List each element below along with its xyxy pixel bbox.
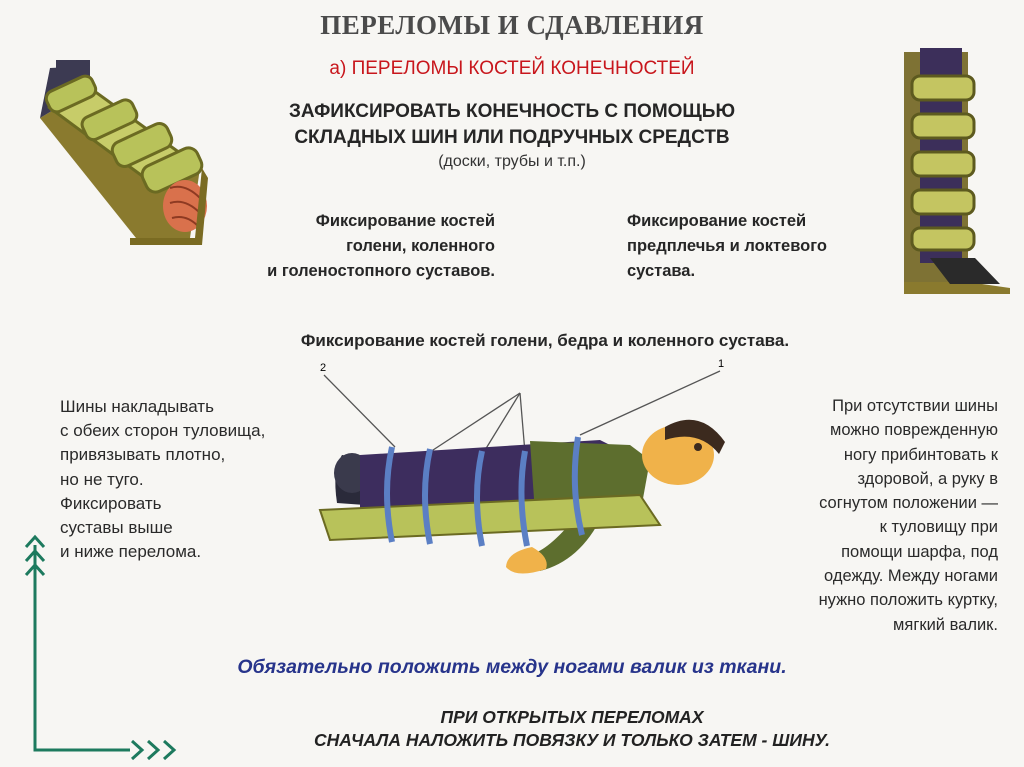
page-title: ПЕРЕЛОМЫ И СДАВЛЕНИЯ (320, 10, 704, 40)
caption-line: голени, коленного (346, 237, 495, 255)
text-line: можно поврежденную (830, 421, 998, 440)
figure-label-2: 2 (320, 362, 327, 374)
text-line: мягкий валик. (893, 615, 998, 634)
text-line: здоровой, а руку в (857, 469, 998, 488)
text-line: Шины накладывать (60, 397, 214, 416)
instruction-note: (доски, трубы и т.п.) (438, 153, 586, 170)
text-line: согнутом положении — (819, 494, 998, 513)
text-line: помощи шарфа, под (841, 542, 998, 561)
lying-person-illustration (300, 355, 750, 605)
figure-label-1: 1 (718, 358, 725, 370)
text-line: привязывать плотно, (60, 445, 226, 465)
section-subtitle: а) ПЕРЕЛОМЫ КОСТЕЙ КОНЕЧНОСТЕЙ (329, 58, 695, 79)
text-line: При отсутствии шины (832, 397, 998, 415)
caption-leg-splint (165, 209, 495, 284)
text-line: одежду. Между ногами (824, 567, 998, 586)
warning-line-2: СНАЧАЛА НАЛОЖИТЬ ПОВЯЗКУ И ТОЛЬКО ЗАТЕМ - ШИНУ. (314, 730, 830, 750)
caption-line: предплечья и локтевого (627, 237, 827, 255)
caption-line: и голеностопного суставов. (267, 262, 495, 280)
instruction-line-1: ЗАФИКСИРОВАТЬ КОНЕЧНОСТЬ С ПОМОЩЬЮ (288, 101, 736, 122)
text-line: к туловищу при (879, 518, 998, 537)
text-line: но не туго. (60, 469, 144, 489)
caption-arm-splint (627, 209, 917, 284)
warning-line-1: ПРИ ОТКРЫТЫХ ПЕРЕЛОМАХ (440, 707, 704, 727)
text-line: Фиксировать (60, 493, 162, 513)
emphasis-note: Обязательно положить между ногами валик из ткани. (237, 656, 787, 678)
text-line: ногу прибинтовать к (843, 445, 998, 464)
text-line: суставы выше (60, 518, 173, 538)
caption-line: Фиксирование костей (315, 212, 495, 230)
instruction-text (262, 99, 762, 151)
instruction-line-2: СКЛАДНЫХ ШИН ИЛИ ПОДРУЧНЫХ СРЕДСТВ (294, 127, 730, 148)
arrow-frame-icon (20, 525, 190, 765)
caption-line: сустава. (627, 262, 696, 280)
caption-line: Фиксирование костей (627, 212, 807, 230)
caption-body-splint: Фиксирование костей голени, бедра и коленного сустава. (300, 331, 790, 350)
open-fracture-warning (222, 706, 922, 752)
text-line: с обеих сторон туловища, (60, 421, 266, 441)
instructions-right (720, 394, 998, 637)
text-line: и ниже перелома. (60, 542, 202, 562)
text-line: нужно положить куртку, (818, 591, 998, 610)
